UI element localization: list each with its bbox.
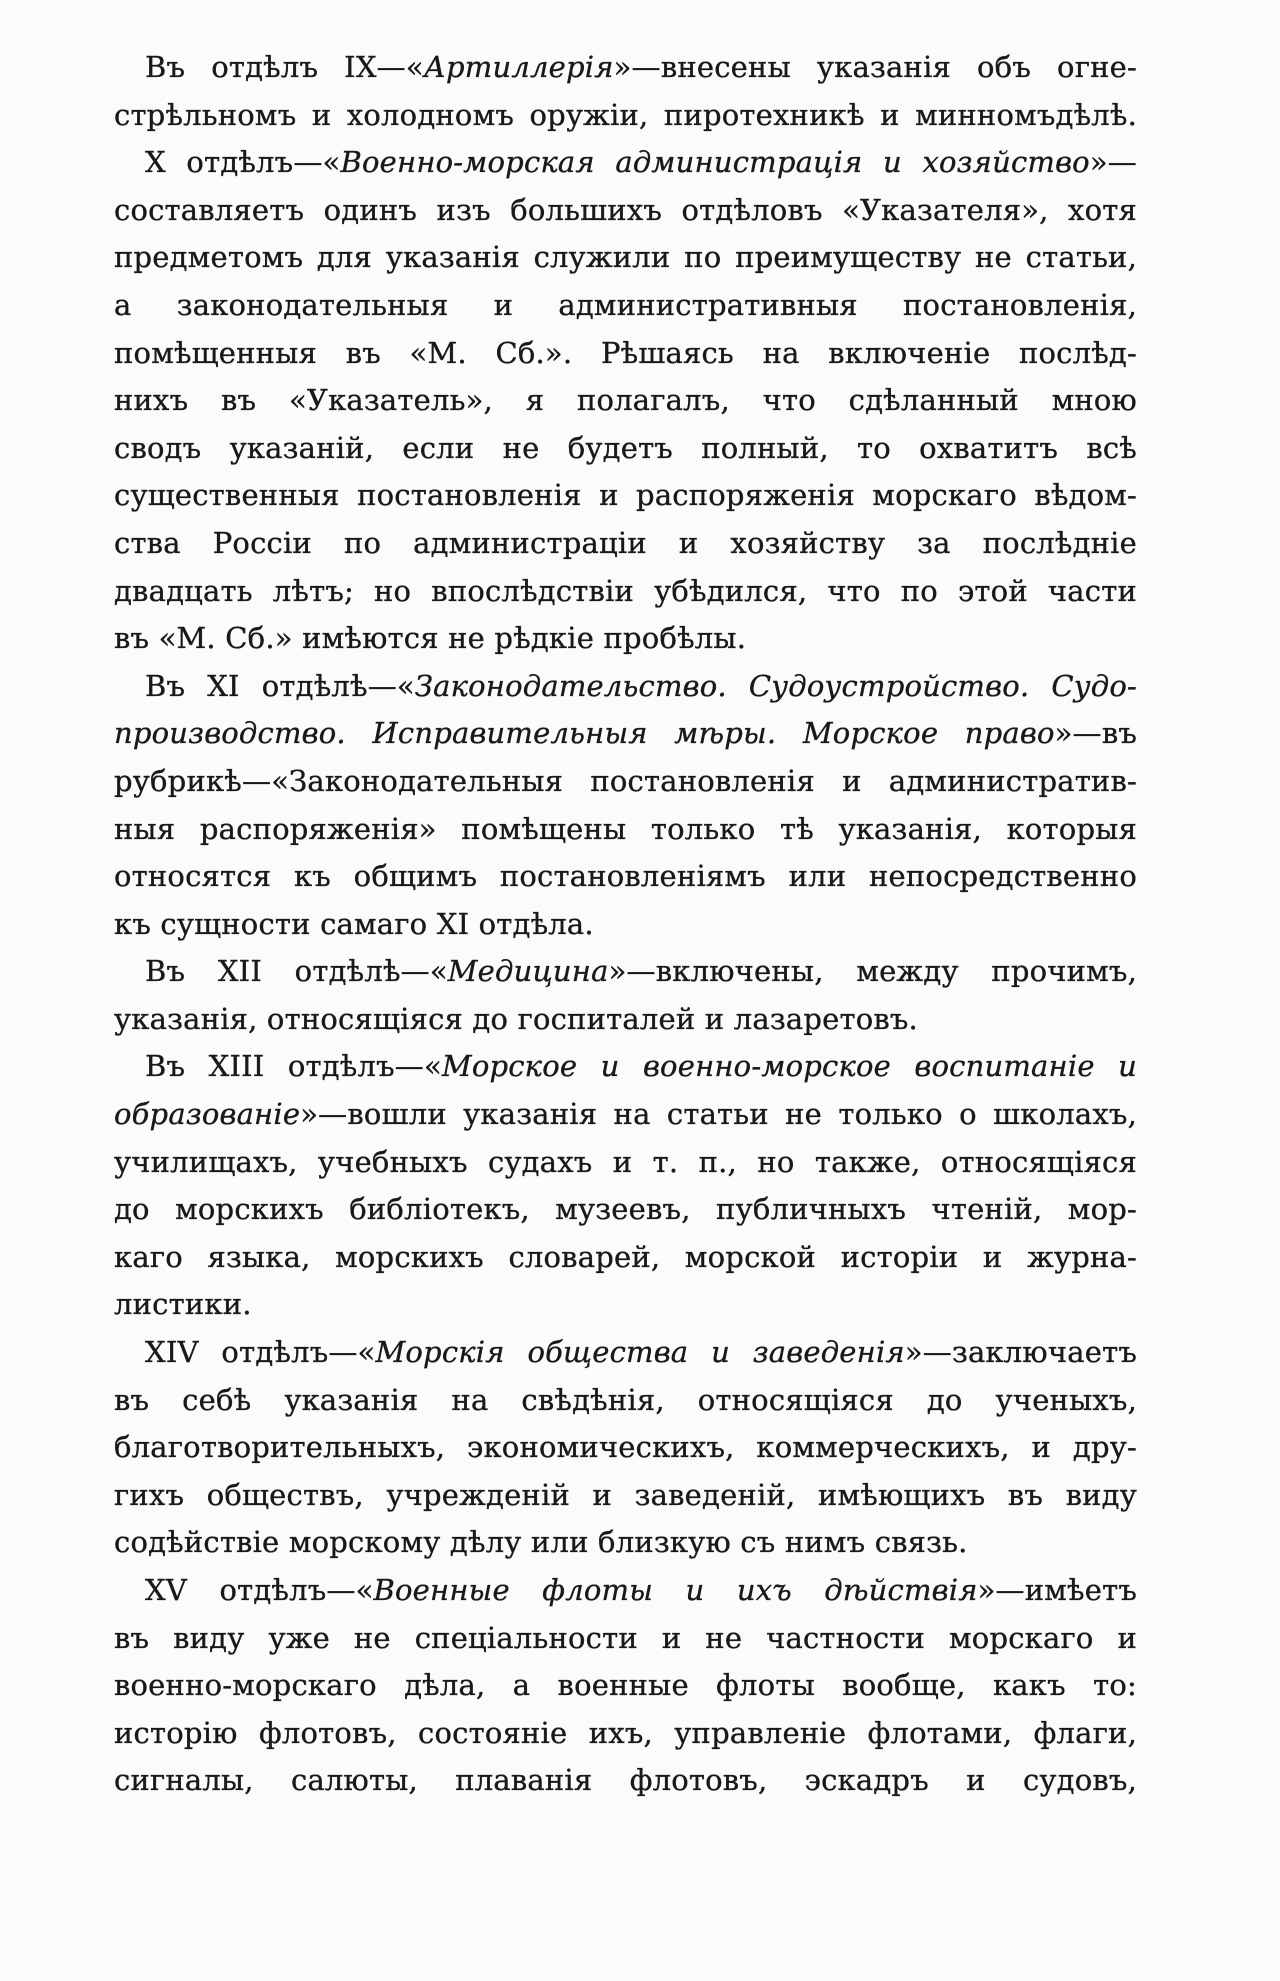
text-line bbox=[114, 1043, 1137, 1091]
text-line bbox=[114, 139, 1137, 187]
page-text bbox=[114, 44, 1137, 1805]
text-run: гихъ обществъ, учрежденій и заведеній, имѣющихъ въ виду bbox=[114, 1477, 1137, 1512]
text-line bbox=[114, 1377, 1137, 1425]
text-line bbox=[114, 1615, 1137, 1663]
text-run: относятся къ общимъ постановленіямъ или непосредственно bbox=[114, 859, 1137, 894]
text-run: »—въ bbox=[1054, 716, 1137, 751]
text-run: Въ XIII отдѣлъ—« bbox=[145, 1049, 442, 1084]
text-line bbox=[114, 568, 1137, 616]
text-line bbox=[114, 187, 1137, 235]
text-line bbox=[114, 1757, 1137, 1805]
text-line bbox=[114, 1662, 1137, 1710]
paragraph bbox=[114, 1329, 1137, 1567]
text-run: »—внесены указанія объ огне- bbox=[613, 50, 1137, 84]
text-line bbox=[114, 472, 1137, 520]
text-run: Въ XII отдѣлѣ—« bbox=[145, 954, 448, 989]
text-line bbox=[114, 1710, 1137, 1758]
text-run: а законодательныя и административныя постановленія, bbox=[114, 287, 1137, 322]
text-run: Законодательство. Судоустройство. Судо- bbox=[414, 668, 1137, 703]
text-run: »— bbox=[1089, 145, 1137, 180]
text-line bbox=[114, 1139, 1137, 1187]
text-run: »—вошли указанія на статьи не только о школахъ, bbox=[300, 1097, 1137, 1132]
text-line bbox=[114, 1186, 1137, 1234]
text-run: указанія, относящіяся до госпиталей и лазаретовъ. bbox=[114, 1001, 918, 1036]
text-run: листики. bbox=[114, 1287, 252, 1322]
text-run: предметомъ для указанія служили по преимуществу не статьи, bbox=[114, 240, 1137, 275]
text-run: производство. Исправительныя мѣры. Морское право bbox=[114, 716, 1055, 751]
text-line bbox=[114, 710, 1137, 758]
text-line bbox=[114, 92, 1137, 140]
text-run: существенныя постановленія и распоряженія морскаго вѣдом- bbox=[114, 478, 1137, 513]
text-line bbox=[114, 1281, 1137, 1329]
text-line bbox=[114, 853, 1137, 901]
text-run: до морскихъ библіотекъ, музеевъ, публичныхъ чтеній, мор- bbox=[114, 1192, 1137, 1227]
text-line bbox=[114, 1567, 1137, 1615]
text-run: училищахъ, учебныхъ судахъ и т. п., но также, относящіяся bbox=[114, 1144, 1137, 1179]
text-run: сигналы, салюты, плаванія флотовъ, эскадръ и судовъ, bbox=[114, 1763, 1137, 1798]
text-run: Артиллерія bbox=[423, 50, 614, 84]
text-line bbox=[114, 1424, 1137, 1472]
text-run: Морское и военно-морское воспитаніе и bbox=[441, 1049, 1137, 1084]
text-run: Медицина bbox=[447, 954, 609, 989]
paragraph bbox=[114, 44, 1137, 139]
text-run: X отдѣлъ—« bbox=[145, 145, 341, 180]
text-run: »—заключаетъ bbox=[904, 1335, 1137, 1370]
text-line bbox=[114, 425, 1137, 473]
text-line bbox=[114, 901, 1137, 949]
text-run: составляетъ одинъ изъ большихъ отдѣловъ «Указателя», хотя bbox=[114, 192, 1137, 227]
text-run: Въ отдѣлъ IX—« bbox=[145, 50, 424, 84]
text-line bbox=[114, 234, 1137, 282]
text-run: Морскія общества и заведенія bbox=[375, 1335, 905, 1370]
paragraph bbox=[114, 139, 1137, 663]
paragraph bbox=[114, 663, 1137, 949]
text-run: въ себѣ указанія на свѣдѣнія, относящіяся до ученыхъ, bbox=[114, 1382, 1137, 1417]
text-line bbox=[114, 44, 1137, 92]
text-line bbox=[114, 948, 1137, 996]
text-run: каго языка, морскихъ словарей, морской исторіи и журна- bbox=[114, 1239, 1137, 1274]
paragraph bbox=[114, 1567, 1137, 1805]
text-line bbox=[114, 1519, 1137, 1567]
text-run: въ «М. Сб.» имѣются не рѣдкіе пробѣлы. bbox=[114, 621, 747, 656]
text-run: ныя распоряженія» помѣщены только тѣ указанія, которыя bbox=[114, 811, 1137, 846]
text-line bbox=[114, 996, 1137, 1044]
paragraph bbox=[114, 948, 1137, 1043]
text-run: къ сущности самаго XI отдѣла. bbox=[114, 906, 594, 941]
text-line bbox=[114, 806, 1137, 854]
text-line bbox=[114, 758, 1137, 806]
text-line bbox=[114, 330, 1137, 378]
text-run: нихъ въ «Указатель», я полагалъ, что сдѣланный мною bbox=[114, 383, 1137, 418]
text-run: »—имѣетъ bbox=[977, 1573, 1137, 1607]
text-run: въ виду уже не спеціальности и не частности морскаго и bbox=[114, 1620, 1137, 1655]
text-run: XV отдѣлъ—« bbox=[145, 1573, 374, 1607]
text-run: Военно-морская администрація и хозяйство bbox=[340, 145, 1090, 180]
text-run: военно-морскаго дѣла, а военные флоты вообще, какъ то: bbox=[114, 1668, 1137, 1703]
text-line bbox=[114, 663, 1137, 711]
text-run: »—включены, между прочимъ, bbox=[608, 954, 1137, 989]
text-run: благотворительныхъ, экономическихъ, коммерческихъ, и дру- bbox=[114, 1430, 1137, 1465]
text-run: образованіе bbox=[114, 1097, 301, 1132]
text-line bbox=[114, 520, 1137, 568]
text-run: рубрикѣ—«Законодательныя постановленія и административ- bbox=[114, 763, 1137, 798]
text-run: ства Россіи по администраціи и хозяйству за послѣдніе bbox=[114, 525, 1137, 560]
text-run: сводъ указаній, если не будетъ полный, то охватитъ всѣ bbox=[114, 430, 1137, 465]
text-line bbox=[114, 615, 1137, 663]
text-run: исторію флотовъ, состояніе ихъ, управленіе флотами, флаги, bbox=[114, 1715, 1137, 1750]
text-run: Военные флоты и ихъ дѣйствія bbox=[373, 1573, 978, 1607]
text-line bbox=[114, 1472, 1137, 1520]
text-run: двадцать лѣтъ; но впослѣдствіи убѣдился, что по этой части bbox=[114, 573, 1137, 608]
text-run: стрѣльномъ и холодномъ оружіи, пиротехникѣ и минномъдѣлѣ. bbox=[114, 97, 1137, 132]
text-run: помѣщенныя въ «М. Сб.». Рѣшаясь на включеніе послѣд- bbox=[114, 335, 1137, 370]
text-run: содѣйствіе морскому дѣлу или близкую съ нимъ связь. bbox=[114, 1525, 968, 1560]
text-line bbox=[114, 282, 1137, 330]
text-line bbox=[114, 1234, 1137, 1282]
text-run: Въ XI отдѣлѣ—« bbox=[145, 668, 415, 703]
text-line bbox=[114, 377, 1137, 425]
text-line bbox=[114, 1329, 1137, 1377]
text-line bbox=[114, 1091, 1137, 1139]
text-run: XIV отдѣлъ—« bbox=[145, 1335, 376, 1370]
paragraph bbox=[114, 1043, 1137, 1329]
